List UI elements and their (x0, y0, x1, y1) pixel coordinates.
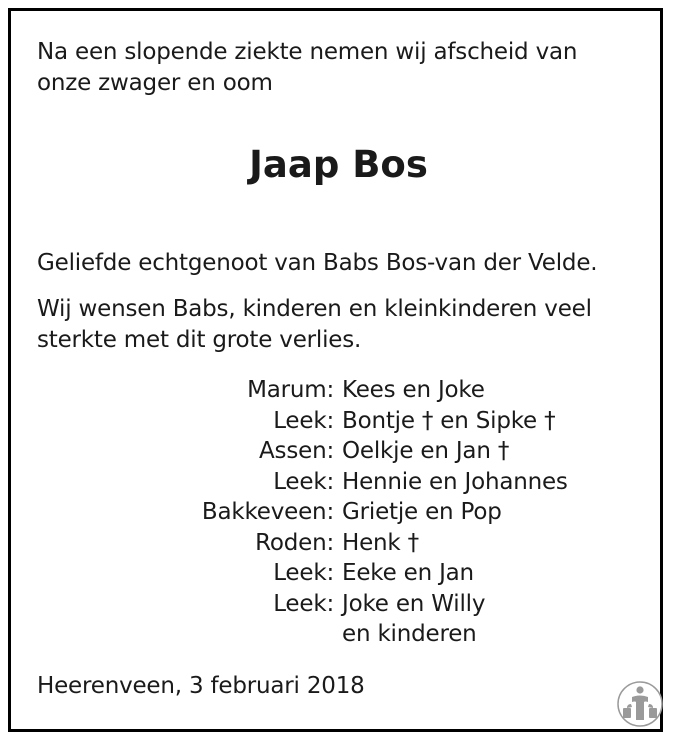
closing-line: Heerenveen, 3 februari 2018 (37, 673, 365, 699)
family-row (0, 558, 677, 589)
family-names: Joke en Willy (342, 590, 486, 617)
family-names: Kees en Joke (342, 377, 485, 403)
intro-line-1: Na een slopende ziekte nemen wij afscheid van (37, 39, 578, 65)
family-names: Eeke en Jan (342, 560, 474, 586)
family-place: Bakkeveen: (201, 499, 334, 525)
wish-text (37, 294, 592, 356)
family-row (0, 467, 677, 498)
family-names: Henk † (342, 529, 419, 556)
family-row (0, 406, 677, 437)
family-place: Leek: (273, 407, 334, 434)
family-row (0, 589, 677, 620)
family-names: Bontje † en Sipke † (342, 407, 556, 434)
family-place: Roden: (255, 529, 334, 556)
family-names: en kinderen (342, 621, 477, 647)
wish-line-2: sterkte met dit grote verlies. (37, 327, 362, 353)
family-row (0, 375, 677, 406)
wish-line-1: Wij wensen Babs, kinderen en kleinkinderen veel (37, 296, 592, 322)
family-row (0, 619, 677, 650)
spouse-line: Geliefde echtgenoot van Babs Bos-van der Velde. (37, 250, 598, 276)
family-names: Grietje en Pop (342, 499, 502, 525)
family-names: Hennie en Johannes (342, 468, 568, 495)
family-row (0, 436, 677, 467)
family-place: Leek: (273, 560, 334, 586)
family-names: Oelkje en Jan † (342, 438, 510, 464)
family-list (0, 375, 677, 650)
intro-line-2: onze zwager en oom (37, 70, 273, 96)
family-place: Leek: (273, 590, 334, 617)
family-row (0, 497, 677, 528)
family-place: Marum: (247, 377, 334, 403)
intro-text (37, 37, 577, 99)
deceased-name: Jaap Bos (249, 143, 428, 186)
family-place: Leek: (273, 468, 334, 495)
family-place: Assen: (259, 438, 334, 464)
memorial-figure-icon (617, 680, 663, 728)
family-row (0, 528, 677, 559)
